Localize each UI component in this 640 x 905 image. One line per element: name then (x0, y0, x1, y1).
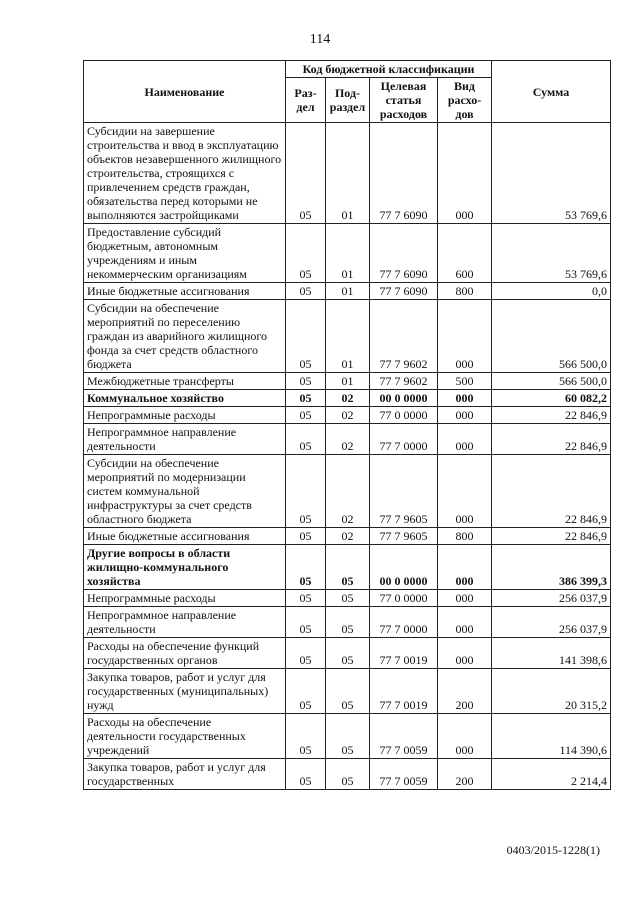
row-target-code: 77 7 0059 (370, 759, 438, 790)
row-amount: 114 390,6 (492, 714, 611, 759)
row-name: Закупка товаров, работ и услуг для государственных (муниципальных) нужд (84, 669, 286, 714)
header-name: Наименование (84, 61, 286, 123)
row-name: Непрограммное направление деятельности (84, 424, 286, 455)
row-target-code: 77 7 6090 (370, 283, 438, 300)
row-section: 05 (286, 123, 326, 224)
row-section: 05 (286, 714, 326, 759)
header-type: Вид расхо-дов (438, 78, 492, 123)
header-sum: Сумма (492, 61, 611, 123)
row-amount: 256 037,9 (492, 607, 611, 638)
row-name: Другие вопросы в области жилищно-коммунального хозяйства (84, 545, 286, 590)
row-subsection: 01 (326, 224, 370, 283)
row-expense-type: 000 (438, 123, 492, 224)
row-expense-type: 000 (438, 407, 492, 424)
row-target-code: 77 7 9602 (370, 373, 438, 390)
row-amount: 60 082,2 (492, 390, 611, 407)
row-section: 05 (286, 224, 326, 283)
row-subsection: 01 (326, 283, 370, 300)
row-amount: 22 846,9 (492, 407, 611, 424)
row-expense-type: 000 (438, 424, 492, 455)
row-name: Субсидии на обеспечение мероприятий по переселению граждан из аварийного жилищного фонда за счет средств областного бюджета (84, 300, 286, 373)
table-row (84, 407, 611, 424)
row-name: Расходы на обеспечение деятельности государственных учреждений (84, 714, 286, 759)
row-expense-type: 000 (438, 545, 492, 590)
table-row (84, 714, 611, 759)
row-expense-type: 000 (438, 607, 492, 638)
page-number: 114 (309, 32, 331, 47)
row-target-code: 77 7 0000 (370, 424, 438, 455)
row-subsection: 05 (326, 638, 370, 669)
row-expense-type: 000 (438, 300, 492, 373)
row-name: Непрограммные расходы (84, 407, 286, 424)
row-subsection: 05 (326, 714, 370, 759)
row-subsection: 01 (326, 123, 370, 224)
table-row (84, 224, 611, 283)
row-name: Субсидии на обеспечение мероприятий по модернизации систем коммунальной инфраструктуры за счет средств областного бюджета (84, 455, 286, 528)
row-section: 05 (286, 607, 326, 638)
row-target-code: 77 7 0019 (370, 638, 438, 669)
row-amount: 386 399,3 (492, 545, 611, 590)
row-subsection: 05 (326, 669, 370, 714)
row-target-code: 77 7 9605 (370, 455, 438, 528)
row-expense-type: 800 (438, 283, 492, 300)
budget-table (83, 60, 611, 790)
row-target-code: 77 7 6090 (370, 224, 438, 283)
row-name: Иные бюджетные ассигнования (84, 283, 286, 300)
row-name: Предоставление субсидий бюджетным, автономным учреждениям и иным некоммерческим организациям (84, 224, 286, 283)
table-row (84, 424, 611, 455)
row-subsection: 05 (326, 590, 370, 607)
row-section: 05 (286, 759, 326, 790)
row-subsection: 05 (326, 607, 370, 638)
row-expense-type: 500 (438, 373, 492, 390)
row-target-code: 77 0 0000 (370, 590, 438, 607)
header-code-group: Код бюджетной классификации (286, 61, 492, 78)
table-body (84, 123, 611, 790)
row-section: 05 (286, 390, 326, 407)
header-target: Целевая статья расходов (370, 78, 438, 123)
row-section: 05 (286, 669, 326, 714)
row-name: Коммунальное хозяйство (84, 390, 286, 407)
row-section: 05 (286, 283, 326, 300)
row-expense-type: 000 (438, 390, 492, 407)
row-name: Иные бюджетные ассигнования (84, 528, 286, 545)
row-subsection: 02 (326, 455, 370, 528)
row-section: 05 (286, 455, 326, 528)
row-name: Непрограммное направление деятельности (84, 607, 286, 638)
table-row (84, 373, 611, 390)
row-expense-type: 800 (438, 528, 492, 545)
row-amount: 22 846,9 (492, 424, 611, 455)
table-row (84, 669, 611, 714)
row-amount: 20 315,2 (492, 669, 611, 714)
row-expense-type: 000 (438, 455, 492, 528)
row-target-code: 77 7 9605 (370, 528, 438, 545)
row-section: 05 (286, 300, 326, 373)
row-amount: 141 398,6 (492, 638, 611, 669)
row-amount: 566 500,0 (492, 373, 611, 390)
row-name: Непрограммные расходы (84, 590, 286, 607)
row-subsection: 05 (326, 759, 370, 790)
row-subsection: 02 (326, 390, 370, 407)
row-target-code: 77 0 0000 (370, 407, 438, 424)
header-row-top (84, 61, 611, 78)
table-row (84, 590, 611, 607)
row-subsection: 01 (326, 300, 370, 373)
row-target-code: 77 7 0000 (370, 607, 438, 638)
row-target-code: 77 7 0019 (370, 669, 438, 714)
row-amount: 53 769,6 (492, 224, 611, 283)
row-amount: 0,0 (492, 283, 611, 300)
row-target-code: 77 7 0059 (370, 714, 438, 759)
row-section: 05 (286, 407, 326, 424)
document-code: 0403/2015-1228(1) (506, 843, 600, 857)
row-subsection: 05 (326, 545, 370, 590)
row-expense-type: 600 (438, 224, 492, 283)
row-amount: 22 846,9 (492, 528, 611, 545)
table-row (84, 607, 611, 638)
row-amount: 2 214,4 (492, 759, 611, 790)
table-row (84, 759, 611, 790)
row-name: Закупка товаров, работ и услуг для государственных (84, 759, 286, 790)
row-amount: 22 846,9 (492, 455, 611, 528)
row-target-code: 77 7 9602 (370, 300, 438, 373)
header-section: Раз-дел (286, 78, 326, 123)
row-amount: 566 500,0 (492, 300, 611, 373)
row-section: 05 (286, 545, 326, 590)
row-section: 05 (286, 424, 326, 455)
row-subsection: 01 (326, 373, 370, 390)
row-subsection: 02 (326, 424, 370, 455)
table-row (84, 390, 611, 407)
table-row (84, 300, 611, 373)
row-name: Расходы на обеспечение функций государственных органов (84, 638, 286, 669)
row-expense-type: 000 (438, 638, 492, 669)
row-section: 05 (286, 373, 326, 390)
row-section: 05 (286, 638, 326, 669)
row-expense-type: 200 (438, 759, 492, 790)
table-row (84, 283, 611, 300)
row-target-code: 77 7 6090 (370, 123, 438, 224)
row-amount: 256 037,9 (492, 590, 611, 607)
header-subsection: Под-раздел (326, 78, 370, 123)
row-target-code: 00 0 0000 (370, 545, 438, 590)
row-expense-type: 200 (438, 669, 492, 714)
row-name: Субсидии на завершение строительства и ввод в эксплуатацию объектов незавершенного жилищного строительства, строящихся с привлечением средств граждан, обязательства перед которыми не выполняются застройщиками (84, 123, 286, 224)
row-name: Межбюджетные трансферты (84, 373, 286, 390)
row-subsection: 02 (326, 528, 370, 545)
row-expense-type: 000 (438, 590, 492, 607)
table-row (84, 528, 611, 545)
table-row (84, 123, 611, 224)
row-section: 05 (286, 590, 326, 607)
row-subsection: 02 (326, 407, 370, 424)
row-amount: 53 769,6 (492, 123, 611, 224)
row-target-code: 00 0 0000 (370, 390, 438, 407)
row-section: 05 (286, 528, 326, 545)
row-expense-type: 000 (438, 714, 492, 759)
table-row (84, 455, 611, 528)
table-row (84, 638, 611, 669)
table-row (84, 545, 611, 590)
